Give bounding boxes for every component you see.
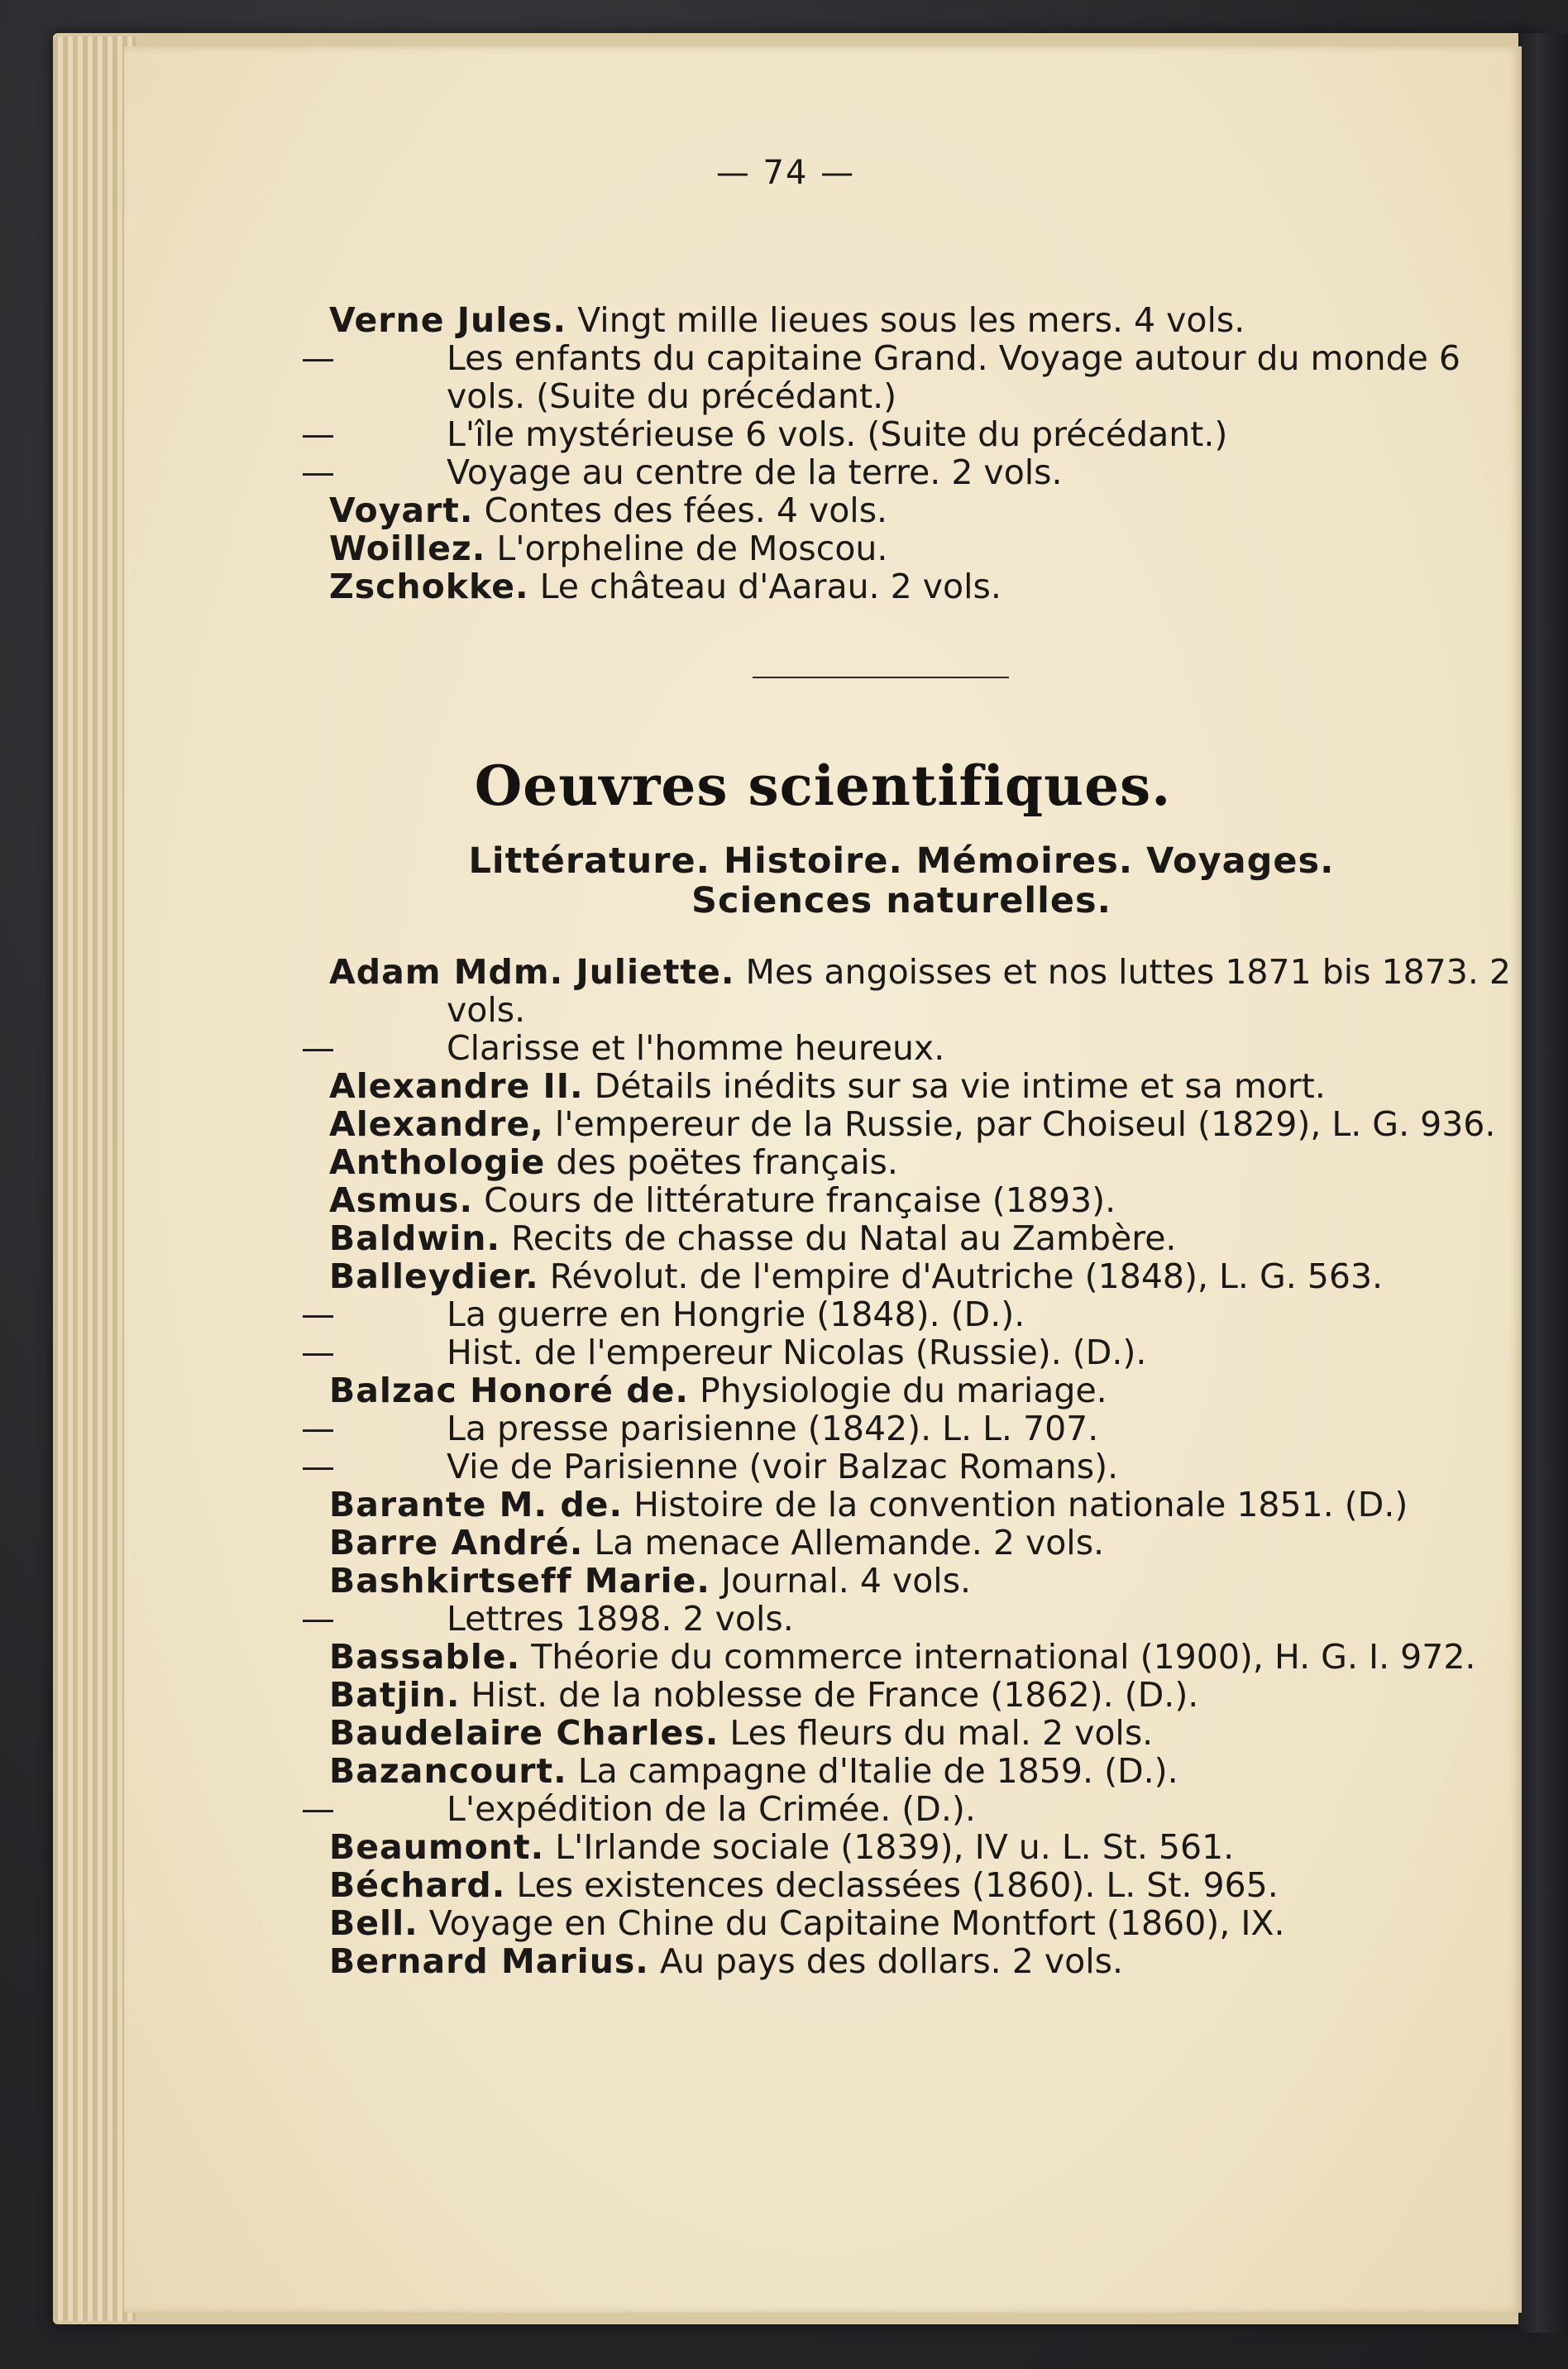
- entry-author: Barre André.: [329, 1523, 584, 1563]
- entry-dash: —: [301, 452, 335, 492]
- entry-author: Asmus.: [329, 1180, 474, 1220]
- sub-entry: [301, 1447, 1537, 1486]
- catalog-entry: [329, 1638, 1537, 1676]
- entry-dash: —: [301, 338, 335, 378]
- entry-text: La guerre en Hongrie (1848). (D.).: [447, 1295, 1025, 1334]
- entry-text: Théorie du commerce international (1900), H. G. I. 972.: [520, 1637, 1476, 1677]
- catalog-entry: [329, 1181, 1537, 1219]
- catalog-entry: [329, 1714, 1537, 1752]
- entry-text: L'Irlande sociale (1839), IV u. L. St. 561.: [544, 1827, 1235, 1867]
- catalog-entry: [329, 1752, 1537, 1790]
- entry-author: Anthologie: [329, 1142, 546, 1182]
- catalog-entry: [329, 1067, 1537, 1105]
- section-title: Oeuvres scientifiques.: [474, 754, 1172, 818]
- sub-entry: [301, 1295, 1537, 1334]
- entry-author: Barante M. de.: [329, 1485, 624, 1524]
- catalog-entry: [329, 529, 1537, 567]
- entry-author: Woillez.: [329, 529, 486, 568]
- sub-entry: [301, 1599, 1537, 1639]
- entry-text: La campagne d'Italie de 1859. (D.).: [566, 1751, 1178, 1791]
- sub-entry: [301, 1789, 1537, 1829]
- entry-dash: —: [301, 1599, 335, 1639]
- sub-entry: [301, 1028, 1537, 1068]
- entry-text: Vie de Parisienne (voir Balzac Romans).: [447, 1447, 1119, 1486]
- catalog-entry: [329, 491, 1537, 529]
- catalog-entry: [329, 1866, 1537, 1904]
- entry-text: Mes angoisses et nos luttes 1871 bis 1873. 2 vols.: [447, 952, 1512, 1030]
- entry-text: Hist. de la noblesse de France (1862). (D.).: [460, 1675, 1199, 1715]
- catalog-entry: [329, 1904, 1537, 1942]
- entry-text: Les fleurs du mal. 2 vols.: [719, 1713, 1154, 1753]
- section-subtitle-line-1: Littérature. Histoire. Mémoires. Voyages.: [468, 840, 1335, 882]
- entry-text: Histoire de la convention nationale 1851. (D.): [623, 1485, 1408, 1524]
- entry-text: Clarisse et l'homme heureux.: [447, 1028, 945, 1068]
- entry-author: Verne Jules.: [329, 300, 567, 340]
- catalog-entry: [329, 1676, 1537, 1714]
- entry-text: La menace Allemande. 2 vols.: [583, 1523, 1105, 1563]
- section-divider: [753, 677, 1009, 678]
- entry-text: Vingt mille lieues sous les mers. 4 vols.: [566, 300, 1245, 340]
- catalog-entry: [329, 1257, 1537, 1295]
- catalog-entry: [329, 1219, 1537, 1257]
- entry-text: Détails inédits sur sa vie intime et sa mort.: [583, 1066, 1326, 1106]
- entry-text: Cours de littérature française (1893).: [473, 1180, 1116, 1220]
- sub-entry: [301, 1333, 1537, 1372]
- catalog-entry: [329, 1524, 1537, 1562]
- entry-text: Révolut. de l'empire d'Autriche (1848), L. G. 563.: [538, 1256, 1384, 1296]
- entry-dash: —: [301, 1447, 335, 1486]
- catalog-entry: [329, 1143, 1537, 1181]
- entry-text: Hist. de l'empereur Nicolas (Russie). (D.).: [447, 1333, 1147, 1372]
- entry-author: Bernard Marius.: [329, 1941, 649, 1981]
- entry-author: Bazancourt.: [329, 1751, 567, 1791]
- entry-author: Baldwin.: [329, 1218, 501, 1258]
- entry-dash: —: [301, 1295, 335, 1334]
- sub-entry: [301, 452, 1537, 492]
- entry-text: Au pays des dollars. 2 vols.: [648, 1941, 1123, 1981]
- entry-author: Bassable.: [329, 1637, 521, 1677]
- page-edges: [53, 36, 136, 2321]
- entry-author: Bashkirtseff Marie.: [329, 1561, 710, 1601]
- entry-dash: —: [301, 1409, 335, 1448]
- entry-text: Journal. 4 vols.: [710, 1561, 972, 1601]
- catalog-entry: [329, 567, 1537, 605]
- catalog-entry: [329, 1371, 1537, 1409]
- entry-dash: —: [301, 1333, 335, 1372]
- sub-entry: [301, 414, 1537, 454]
- catalog-entry: [329, 1562, 1537, 1600]
- catalog-entry: [329, 301, 1537, 339]
- entry-text: Physiologie du mariage.: [688, 1371, 1107, 1410]
- book-page: [124, 46, 1522, 2313]
- entry-dash: —: [301, 1789, 335, 1829]
- entry-text: L'expédition de la Crimée. (D.).: [447, 1789, 976, 1829]
- entry-author: Alexandre II.: [329, 1066, 584, 1106]
- sub-entry: [301, 1409, 1537, 1448]
- entry-text: Les existences declassées (1860). L. St. 965.: [505, 1865, 1279, 1905]
- section-subtitle-line-2: Sciences naturelles.: [691, 880, 1111, 921]
- entry-author: Balzac Honoré de.: [329, 1371, 689, 1410]
- entry-dash: —: [301, 414, 335, 454]
- entry-text: Le château d'Aarau. 2 vols.: [528, 567, 1002, 606]
- catalog-entry: [329, 953, 1537, 1029]
- entry-text: L'orpheline de Moscou.: [485, 529, 888, 568]
- catalog-entry: [329, 1486, 1537, 1524]
- entry-author: Voyart.: [329, 491, 474, 530]
- entry-author: Bell.: [329, 1903, 418, 1943]
- entry-text: des poëtes français.: [545, 1142, 898, 1182]
- catalog-entry: [329, 1828, 1537, 1866]
- entry-author: Batjin.: [329, 1675, 461, 1715]
- entry-author: Beaumont.: [329, 1827, 545, 1867]
- page-number: — 74 —: [715, 154, 856, 192]
- entry-author: Baudelaire Charles.: [329, 1713, 719, 1753]
- entry-author: Zschokke.: [329, 567, 529, 606]
- entry-author: Alexandre,: [329, 1104, 544, 1144]
- entry-text: l'empereur de la Russie, par Choiseul (1829), L. G. 936.: [543, 1104, 1496, 1144]
- entry-author: Balleydier.: [329, 1256, 539, 1296]
- entry-author: Béchard.: [329, 1865, 506, 1905]
- sub-entry: [301, 338, 1537, 416]
- entry-text: Les enfants du capitaine Grand. Voyage autour du monde 6 vols. (Suite du précédant.): [447, 338, 1460, 416]
- entry-text: Voyage en Chine du Capitaine Montfort (1860), IX.: [418, 1903, 1285, 1943]
- main-entry-list: [301, 952, 1537, 1981]
- catalog-entry: [329, 1105, 1537, 1143]
- entry-text: La presse parisienne (1842). L. L. 707.: [447, 1409, 1099, 1448]
- catalog-entry: [329, 1942, 1537, 1980]
- entry-text: Recits de chasse du Natal au Zambère.: [500, 1218, 1177, 1258]
- entry-text: Lettres 1898. 2 vols.: [447, 1599, 794, 1639]
- entry-text: Contes des fées. 4 vols.: [473, 491, 888, 530]
- entry-text: L'île mystérieuse 6 vols. (Suite du précédant.): [447, 414, 1228, 454]
- entry-text: Voyage au centre de la terre. 2 vols.: [447, 452, 1063, 492]
- top-entry-list: [301, 300, 1537, 606]
- entry-dash: —: [301, 1028, 335, 1068]
- entry-author: Adam Mdm. Juliette.: [329, 952, 735, 992]
